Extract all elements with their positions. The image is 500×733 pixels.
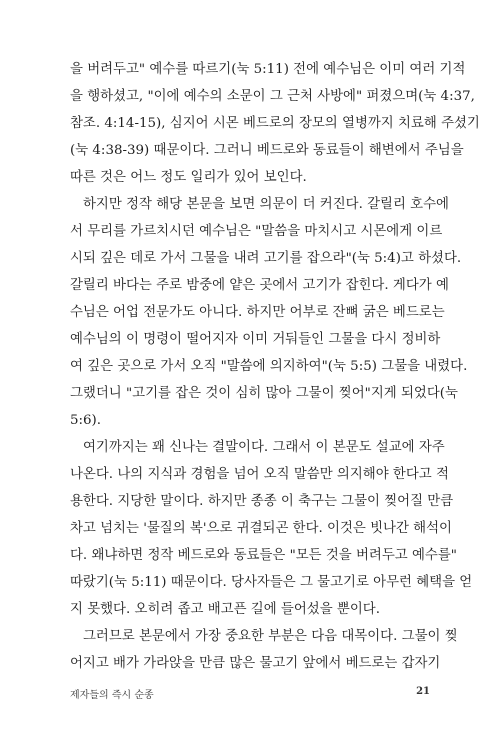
text-line: 참조. 4:14-15), 심지어 시몬 베드로의 장모의 열병까지 치료해 주셨기 xyxy=(70,116,480,131)
text-line: (눅 4:38-39) 때문이다. 그러니 베드로와 동료들이 해변에서 주님을 xyxy=(70,143,464,158)
text-line: 어지고 배가 가라앉을 만큼 많은 물고기 앞에서 베드로는 갑자기 xyxy=(70,656,441,671)
page-number: 21 xyxy=(416,686,430,697)
text-line: 그랬더니 "고기를 잡은 것이 심히 많아 그물이 찢어"지게 되었다(눅 xyxy=(70,386,458,401)
text-line: 하지만 정작 해당 본문을 보면 의문이 더 커진다. 갈릴리 호수에 xyxy=(83,197,449,212)
text-line: 여기까지는 꽤 신나는 결말이다. 그래서 이 본문도 설교에 자주 xyxy=(83,440,445,455)
text-line: 시되 깊은 데로 가서 그물을 내려 고기를 잡으라"(눅 5:4)고 하셨다. xyxy=(70,251,462,266)
text-line: 을 행하셨고, "이에 예수의 소문이 그 근처 사방에" 퍼졌으며(눅 4:37, xyxy=(70,89,475,104)
text-line: 수님은 어업 전문가도 아니다. 하지만 어부로 잔뼈 굵은 베드로는 xyxy=(70,305,445,320)
text-line: 용한다. 지당한 말이다. 하지만 종종 이 축구는 그물이 찢어질 만큼 xyxy=(70,494,454,509)
text-line: 나온다. 나의 지식과 경험을 넘어 오직 말씀만 의지해야 한다고 적 xyxy=(70,467,449,482)
page-footer xyxy=(70,686,430,701)
text-line: 따랐기(눅 5:11) 때문이다. 당사자들은 그 물고기로 아무런 혜택을 얻 xyxy=(70,575,473,590)
text-line: 갈릴리 바다는 주로 밤중에 얕은 곳에서 고기가 잡힌다. 게다가 예 xyxy=(70,278,449,293)
running-title: 제자들의 즉시 순종 xyxy=(70,690,154,701)
text-line: 여 깊은 곳으로 가서 오직 "말씀에 의지하여"(눅 5:5) 그물을 내렸다. xyxy=(70,359,468,374)
text-line: 따른 것은 어느 정도 일리가 있어 보인다. xyxy=(70,170,307,185)
text-line: 예수님의 이 명령이 떨어지자 이미 거둬들인 그물을 다시 정비하 xyxy=(70,332,441,347)
text-line: 그러므로 본문에서 가장 중요한 부분은 다음 대목이다. 그물이 찢 xyxy=(83,629,458,644)
text-line: 차고 넘치는 '물질의 복'으로 귀결되곤 한다. 이것은 빗나간 해석이 xyxy=(70,521,452,536)
text-line: 지 못했다. 오히려 좁고 배고픈 길에 들어섰을 뿐이다. xyxy=(70,602,380,617)
body-text xyxy=(70,56,480,677)
text-line: 다. 왜냐하면 정작 베드로와 동료들은 "모든 것을 버려두고 예수를" xyxy=(70,548,457,563)
text-line: 서 무리를 가르치시던 예수님은 "말씀을 마치시고 시몬에게 이르 xyxy=(70,224,443,239)
text-line: 을 버려두고" 예수를 따르기(눅 5:11) 전에 예수님은 이미 여러 기적 xyxy=(70,62,466,77)
text-line: 5:6). xyxy=(70,413,102,428)
